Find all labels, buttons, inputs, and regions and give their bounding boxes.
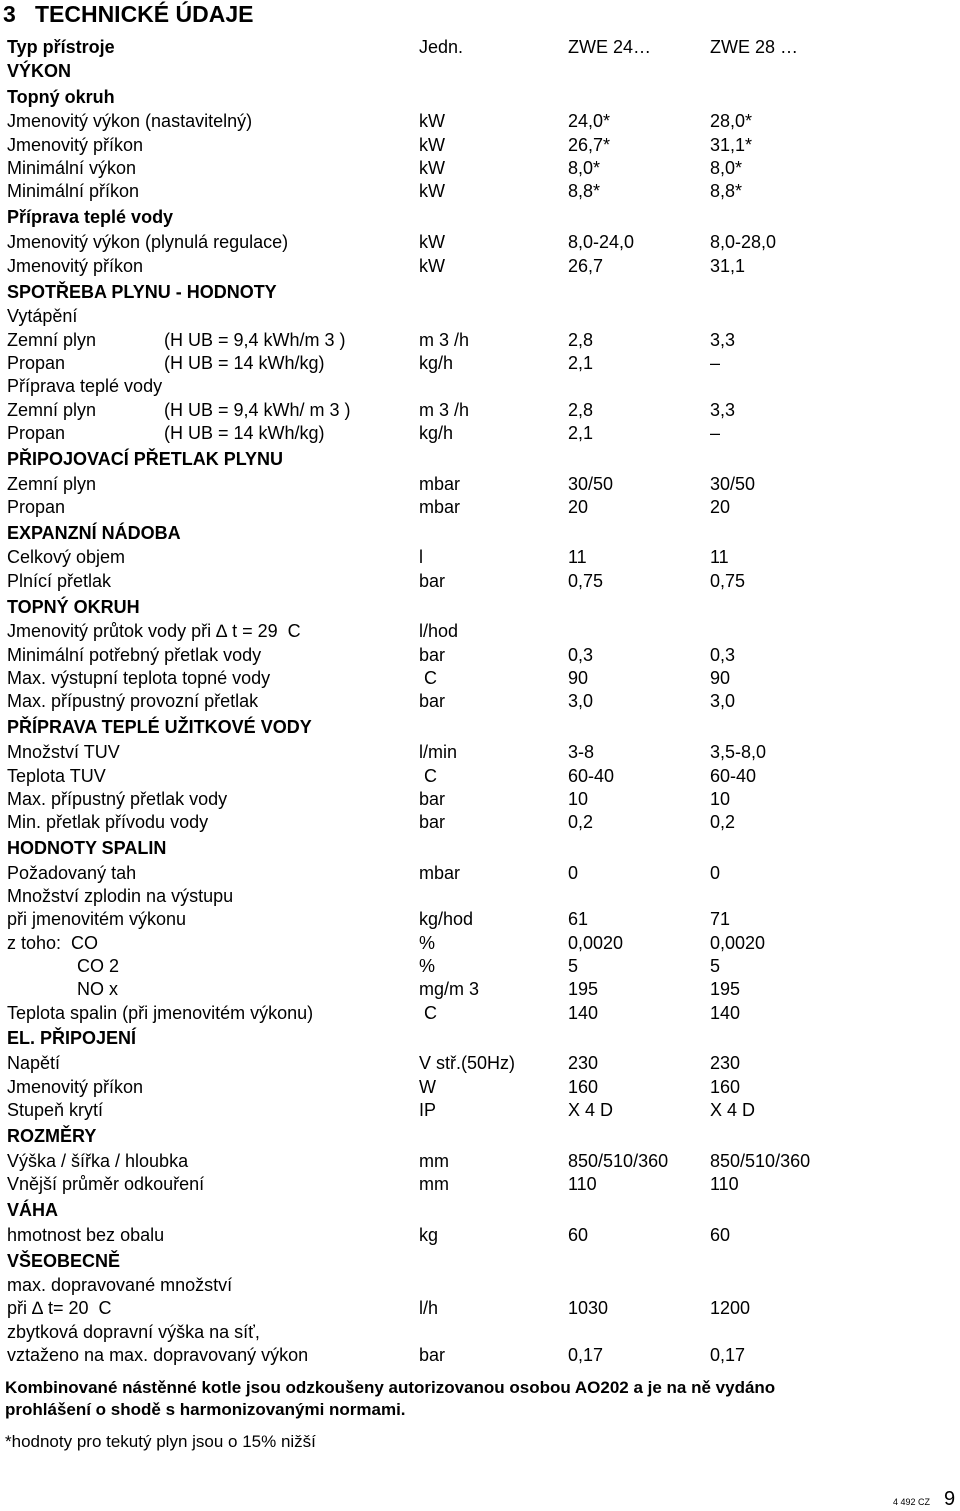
section-heading-row [0,60,960,82]
row-value-zwe28: 31,1* [710,135,753,155]
table-row [0,473,960,495]
row-label: Jmenovitý průtok vody při ∆ t = 29 C [7,621,301,641]
table-row [0,399,960,421]
row-value-zwe24: 0,3 [568,645,594,665]
row-value-zwe24: 140 [568,1003,599,1023]
row-label: Max. přípustný přetlak vody [7,789,228,809]
certification-note-line-1: Kombinované nástěnné kotle jsou odzkoušeny autorizovanou osobou AO202 a je na ně vydáno [5,1378,776,1397]
row-condition: (H UB = 14 kWh/kg) [164,423,325,443]
row-value-zwe24: 61 [568,909,589,929]
row-condition: (H UB = 9,4 kWh/m 3 ) [164,330,346,350]
row-label: Jmenovitý výkon (nastavitelný) [7,111,253,131]
row-label: Topný okruh [7,87,115,107]
row-label: EL. PŘIPOJENÍ [7,1028,137,1048]
table-row [0,1297,960,1319]
row-value-zwe24: 3-8 [568,742,595,762]
row-value-zwe24: 60 [568,1225,589,1245]
row-label: VÝKON [7,61,72,81]
row-value-zwe28: X 4 D [710,1100,756,1120]
row-value-zwe24: 60-40 [568,766,615,786]
table-row [0,908,960,930]
row-label: Jmenovitý příkon [7,135,144,155]
row-value-zwe24: 2,1 [568,353,594,373]
table-row [0,570,960,592]
row-label: Výška / šířka / hloubka [7,1151,189,1171]
document-code: 4 492 CZ [893,1497,931,1507]
table-row [0,1274,960,1296]
row-label: NO x [7,979,119,999]
header-unit: Jedn. [419,37,464,57]
row-label: VŠEOBECNĚ [7,1251,121,1271]
row-value-zwe28: 28,0* [710,111,753,131]
row-label: hmotnost bez obalu [7,1225,165,1245]
row-label: při jmenovitém výkonu [7,909,187,929]
row-value-zwe24: X 4 D [568,1100,614,1120]
row-label: Vnější průměr odkouření [7,1174,205,1194]
section-heading-row [0,1027,960,1049]
row-value-zwe24: 11 [568,547,587,567]
row-value-zwe24: 90 [568,668,589,688]
row-value-zwe24: 230 [568,1053,599,1073]
table-row [0,1076,960,1098]
row-label: Stupeň krytí [7,1100,104,1120]
row-value-zwe28: 31,1 [710,256,746,276]
row-label: Jmenovitý příkon [7,1077,144,1097]
row-value-zwe24: 850/510/360 [568,1151,669,1171]
row-unit: bar [419,812,446,832]
row-label: TOPNÝ OKRUH [7,597,140,617]
row-label: PŘÍPRAVA TEPLÉ UŽITKOVÉ VODY [7,717,312,737]
row-condition: (H UB = 14 kWh/kg) [164,353,325,373]
row-value-zwe28: 30/50 [710,474,756,494]
row-value-zwe28: 140 [710,1003,741,1023]
row-value-zwe24: 2,8 [568,330,594,350]
section-heading-row [0,86,960,108]
row-value-zwe28: 90 [710,668,731,688]
row-unit: bar [419,789,446,809]
row-condition: (H UB = 9,4 kWh/ m 3 ) [164,400,351,420]
row-value-zwe24: 0 [568,863,579,883]
row-value-zwe28: 11 [710,547,729,567]
row-value-zwe28: 0,17 [710,1345,746,1365]
table-row [0,375,960,397]
table-row [0,180,960,202]
row-unit: C [419,668,437,688]
row-label: VÁHA [7,1200,59,1220]
row-value-zwe28: 0 [710,863,721,883]
row-value-zwe28: 3,3 [710,330,736,350]
row-label: PŘIPOJOVACÍ PŘETLAK PLYNU [7,449,284,469]
table-row [0,690,960,712]
row-unit: kW [419,135,445,155]
row-label: Požadovaný tah [7,863,137,883]
row-value-zwe24: 2,1 [568,423,594,443]
table-row [0,1052,960,1074]
row-unit: V stř.(50Hz) [419,1053,516,1073]
section-title: 3 TECHNICKÉ ÚDAJE [3,1,254,27]
row-value-zwe24: 20 [568,497,589,517]
table-row [0,644,960,666]
row-unit: kW [419,256,445,276]
row-value-zwe28: – [710,423,721,443]
row-value-zwe24: 8,8* [568,181,601,201]
row-label: z toho: CO [7,933,99,953]
page-number: 9 [944,1488,956,1510]
row-label: vztaženo na max. dopravovaný výkon [7,1345,309,1365]
table-row [0,546,960,568]
row-label: Minimální příkon [7,181,140,201]
row-unit: kW [419,232,445,252]
row-label: Minimální potřebný přetlak vody [7,645,262,665]
table-row [0,765,960,787]
row-value-zwe28: 8,8* [710,181,743,201]
row-label: Plnící přetlak [7,571,112,591]
row-unit: bar [419,691,446,711]
row-value-zwe24: 0,0020 [568,933,624,953]
section-heading-row [0,206,960,228]
row-label: Minimální výkon [7,158,137,178]
row-value-zwe24: 0,75 [568,571,604,591]
row-label: max. dopravované množství [7,1275,233,1295]
row-value-zwe28: 3,5-8,0 [710,742,767,762]
row-label: zbytková dopravní výška na síť, [7,1322,260,1342]
table-row [0,811,960,833]
table-row [0,1224,960,1246]
section-heading-row [0,1125,960,1147]
row-unit: kg/h [419,423,454,443]
row-unit: W [419,1077,436,1097]
section-heading-row [0,596,960,618]
row-value-zwe24: 160 [568,1077,599,1097]
row-label: HODNOTY SPALIN [7,838,167,858]
row-value-zwe28: 110 [710,1174,739,1194]
section-heading-row [0,522,960,544]
table-row [0,305,960,327]
row-value-zwe24: 8,0* [568,158,601,178]
row-value-zwe24: 1030 [568,1298,609,1318]
section-heading-row [0,716,960,738]
row-label: Propan [7,423,66,443]
header-model-zwe24: ZWE 24… [568,37,652,57]
row-value-zwe28: 71 [710,909,731,929]
row-unit: m 3 /h [419,330,470,350]
section-heading-row [0,1199,960,1221]
table-row [0,620,960,642]
table-row [0,422,960,444]
row-value-zwe28: 60 [710,1225,731,1245]
row-label: Zemní plyn [7,400,97,420]
row-unit: bar [419,1345,446,1365]
row-value-zwe28: 3,0 [710,691,736,711]
table-row [0,255,960,277]
row-value-zwe28: 230 [710,1053,741,1073]
row-unit: l/hod [419,621,459,641]
table-header-row [0,36,960,58]
row-unit: mbar [419,863,461,883]
row-unit: kW [419,111,445,131]
row-value-zwe28: 0,0020 [710,933,766,953]
header-model-zwe28: ZWE 28 … [710,37,799,57]
row-unit: l/h [419,1298,439,1318]
row-value-zwe28: 60-40 [710,766,757,786]
row-value-zwe24: 26,7* [568,135,611,155]
row-value-zwe24: 110 [568,1174,597,1194]
row-value-zwe24: 2,8 [568,400,594,420]
section-heading-row [0,837,960,859]
row-unit: % [419,933,436,953]
table-row [0,496,960,518]
table-row [0,1099,960,1121]
table-row [0,741,960,763]
row-label: Zemní plyn [7,474,97,494]
row-unit: kW [419,181,445,201]
footnote: *hodnoty pro tekutý plyn jsou o 15% nižší [5,1432,316,1451]
row-label: CO 2 [7,956,120,976]
row-label: SPOTŘEBA PLYNU - HODNOTY [7,282,277,302]
row-value-zwe24: 0,17 [568,1345,604,1365]
table-row [0,1173,960,1195]
row-unit: l [419,547,423,567]
row-label: Max. přípustný provozní přetlak [7,691,259,711]
row-value-zwe24: 8,0-24,0 [568,232,635,252]
row-unit: bar [419,645,446,665]
row-unit: mg/m 3 [419,979,480,999]
row-unit: kg/h [419,353,454,373]
row-label: Teplota spalin (při jmenovitém výkonu) [7,1003,314,1023]
row-value-zwe24: 0,2 [568,812,594,832]
row-value-zwe24: 3,0 [568,691,594,711]
row-label: Celkový objem [7,547,126,567]
row-label: Jmenovitý výkon (plynulá regulace) [7,232,289,252]
row-value-zwe28: 3,3 [710,400,736,420]
row-value-zwe24: 195 [568,979,599,999]
table-row [0,862,960,884]
table-row [0,231,960,253]
table-row [0,932,960,954]
row-value-zwe28: 20 [710,497,731,517]
section-heading-row [0,448,960,470]
header-device-type: Typ přístroje [7,37,115,57]
table-row [0,788,960,810]
row-unit: mbar [419,474,461,494]
row-label: při ∆ t= 20 C [7,1298,112,1318]
row-unit: mm [419,1151,449,1171]
table-row [0,110,960,132]
row-value-zwe28: 8,0* [710,158,743,178]
row-label: Propan [7,497,66,517]
table-row [0,1344,960,1366]
table-row [0,1150,960,1172]
row-value-zwe28: 160 [710,1077,741,1097]
certification-note-line-2: prohlášení o shodě s harmonizovanými normami. [5,1400,406,1419]
table-row [0,955,960,977]
row-unit: % [419,956,436,976]
row-value-zwe28: 0,75 [710,571,746,591]
row-label: Jmenovitý příkon [7,256,144,276]
row-unit: kg/hod [419,909,474,929]
row-unit: kg [419,1225,439,1245]
row-unit: C [419,1003,437,1023]
row-label: Množství TUV [7,742,120,762]
table-row [0,352,960,374]
row-label: Příprava teplé vody [7,376,163,396]
table-row [0,667,960,689]
row-value-zwe28: 10 [710,789,731,809]
table-row [0,978,960,1000]
row-label: Příprava teplé vody [7,207,174,227]
row-label: Propan [7,353,66,373]
row-value-zwe24: 10 [568,789,589,809]
table-row [0,1321,960,1343]
section-heading-row [0,1250,960,1272]
row-unit: C [419,766,437,786]
row-unit: kW [419,158,445,178]
row-unit: mm [419,1174,449,1194]
row-label: Teplota TUV [7,766,106,786]
row-value-zwe24: 5 [568,956,579,976]
section-heading-row [0,281,960,303]
row-unit: mbar [419,497,461,517]
row-value-zwe24: 30/50 [568,474,614,494]
row-label: Množství zplodin na výstupu [7,886,234,906]
row-label: Napětí [7,1053,61,1073]
row-label: Zemní plyn [7,330,97,350]
row-value-zwe24: 26,7 [568,256,604,276]
table-row [0,885,960,907]
row-value-zwe24: 24,0* [568,111,611,131]
table-row [0,134,960,156]
row-unit: bar [419,571,446,591]
row-value-zwe28: 0,3 [710,645,736,665]
row-value-zwe28: 0,2 [710,812,736,832]
table-row [0,157,960,179]
row-label: Vytápění [7,306,78,326]
row-value-zwe28: 8,0-28,0 [710,232,777,252]
row-label: ROZMĚRY [7,1126,97,1146]
row-unit: m 3 /h [419,400,470,420]
row-value-zwe28: 1200 [710,1298,751,1318]
row-value-zwe28: 195 [710,979,741,999]
table-row [0,329,960,351]
row-value-zwe28: – [710,353,721,373]
row-label: Min. přetlak přívodu vody [7,812,209,832]
table-row [0,1002,960,1024]
row-unit: l/min [419,742,458,762]
row-label: Max. výstupní teplota topné vody [7,668,271,688]
row-label: EXPANZNÍ NÁDOBA [7,523,181,543]
row-value-zwe28: 850/510/360 [710,1151,811,1171]
row-value-zwe28: 5 [710,956,721,976]
row-unit: IP [419,1100,437,1120]
